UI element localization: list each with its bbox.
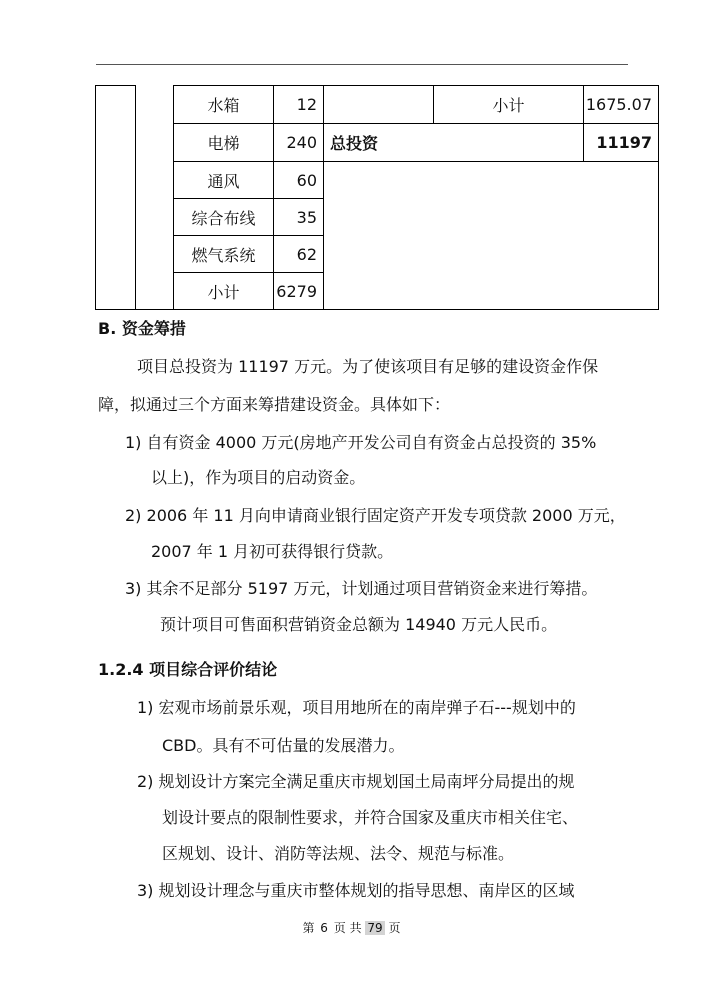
list-item-cont: 2007 年 1 月初可获得银行贷款。 [151, 542, 394, 561]
blank-cell [324, 86, 434, 124]
item-value: 6279 [274, 273, 324, 310]
list-item-cont: 以上)，作为项目的启动资金。 [151, 468, 366, 487]
paragraph-line: 项目总投资为 11197 万元。为了使该项目有足够的建设资金作保 [137, 357, 599, 376]
list-item: 2) 2006 年 11 月向申请商业银行固定资产开发专项贷款 2000 万元， [125, 506, 626, 525]
paragraph-line: 障，拟通过三个方面来筹措建设资金。具体如下： [98, 395, 451, 414]
section-b-heading: B. 资金筹措 [98, 319, 186, 338]
page-footer [0, 919, 703, 936]
total-pages: 79 [367, 921, 383, 935]
item-name: 通风 [174, 162, 274, 199]
total-value: 11197 [584, 124, 659, 162]
list-item-cont: 划设计要点的限制性要求，并符合国家及重庆市相关住宅、 [162, 808, 579, 827]
blank-col-2 [136, 86, 174, 310]
header-rule [96, 64, 628, 65]
list-item-cont: CBD。具有不可估量的发展潜力。 [162, 736, 405, 755]
list-item: 3) 规划设计理念与重庆市整体规划的指导思想、南岸区的区域 [137, 881, 575, 900]
investment-table [95, 85, 659, 310]
section-124-heading: 1.2.4 项目综合评价结论 [98, 660, 278, 679]
item-value: 35 [274, 199, 324, 236]
footer-middle: 页 共 [333, 921, 362, 935]
item-value: 62 [274, 236, 324, 273]
list-item: 3) 其余不足部分 5197 万元，计划通过项目营销资金来进行筹措。 [125, 579, 598, 598]
item-name: 水箱 [174, 86, 274, 124]
list-item: 2) 规划设计方案完全满足重庆市规划国土局南坪分局提出的规 [137, 772, 575, 791]
item-name: 电梯 [174, 124, 274, 162]
item-name: 小计 [174, 273, 274, 310]
list-item-cont: 预计项目可售面积营销资金总额为 14940 万元人民币。 [160, 615, 558, 634]
blank-merged-cell [324, 162, 659, 310]
right-subtotal-value: 1675.07 [584, 86, 659, 124]
blank-col-1 [96, 86, 136, 310]
footer-suffix: 页 [388, 921, 401, 935]
page-number: 6 [320, 921, 328, 935]
item-name: 综合布线 [174, 199, 274, 236]
list-item-cont: 区规划、设计、消防等法规、法令、规范与标准。 [162, 844, 515, 863]
list-item: 1) 宏观市场前景乐观，项目用地所在的南岸弹子石---规划中的 [137, 698, 576, 717]
item-name: 燃气系统 [174, 236, 274, 273]
footer-prefix: 第 [302, 921, 315, 935]
right-subtotal-label: 小计 [434, 86, 584, 124]
total-label: 总投资 [324, 124, 584, 162]
item-value: 240 [274, 124, 324, 162]
item-value: 12 [274, 86, 324, 124]
list-item: 1) 自有资金 4000 万元(房地产开发公司自有资金占总投资的 35% [125, 433, 597, 452]
item-value: 60 [274, 162, 324, 199]
